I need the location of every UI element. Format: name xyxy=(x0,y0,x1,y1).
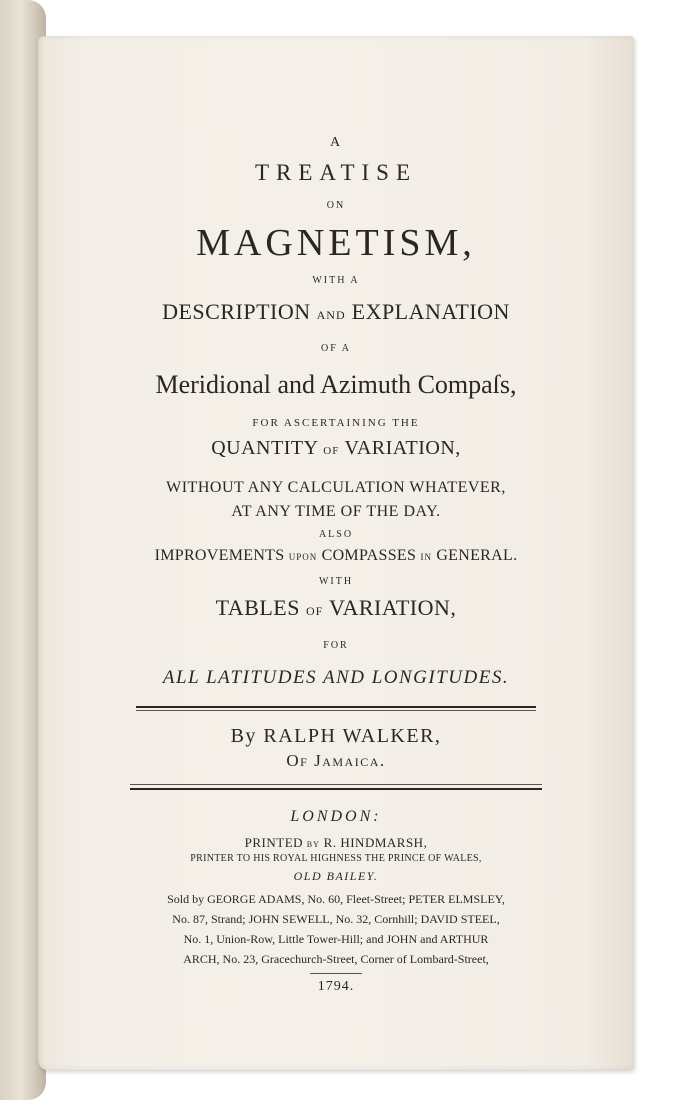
year-line: 1794. xyxy=(317,979,355,994)
with-line: WITH xyxy=(318,576,354,587)
rule-top xyxy=(136,706,536,708)
year-rule xyxy=(310,973,362,974)
article-a: A xyxy=(329,135,343,150)
improvements-in: IN xyxy=(420,552,433,562)
of-jamaica-line: Of Jamaica. xyxy=(286,751,386,770)
printed-line xyxy=(38,836,634,849)
sold-line-3: No. 1, Union-Row, Little Tower-Hill; and JOHN and ARTHUR xyxy=(183,932,489,946)
rule-top-thin xyxy=(136,710,536,711)
tables-line xyxy=(38,597,634,619)
rule-bottom xyxy=(130,784,542,785)
printer-royal-line: PRINTER TO HIS ROYAL HIGHNESS THE PRINCE OF WALES, xyxy=(190,853,482,864)
author-line: By RALPH WALKER, xyxy=(230,725,442,747)
quantity-of: OF xyxy=(323,445,340,457)
quantity-line xyxy=(38,438,634,458)
for-line: FOR xyxy=(323,640,349,651)
printed-by: BY xyxy=(306,840,320,849)
compasses-word: COMPASSES xyxy=(321,547,417,564)
tables-variation-word: VARIATION, xyxy=(328,595,457,620)
improvements-line xyxy=(38,548,634,564)
improvements-upon: UPON xyxy=(288,552,318,562)
printed-word: PRINTED xyxy=(244,835,304,850)
printer-name: R. HINDMARSH, xyxy=(323,835,428,850)
compass-line: Meridional and Azimuth Compaſs, xyxy=(155,370,517,399)
variation-word: VARIATION, xyxy=(344,437,461,459)
description-word: DESCRIPTION xyxy=(162,299,311,324)
quantity-word: QUANTITY xyxy=(211,437,318,459)
latitudes-line: ALL LATITUDES AND LONGITUDES. xyxy=(162,667,510,688)
tables-of: OF xyxy=(305,604,324,618)
word-magnetism: MAGNETISM, xyxy=(196,222,476,264)
sold-line-2: No. 87, Strand; JOHN SEWELL, No. 32, Cornhill; DAVID STEEL, xyxy=(172,912,500,926)
sold-line-1: Sold by GEORGE ADAMS, No. 60, Fleet-Street; PETER ELMSLEY, xyxy=(167,892,505,906)
without-line: WITHOUT ANY CALCULATION WHATEVER, xyxy=(166,479,506,496)
old-bailey-line: OLD BAILEY. xyxy=(293,869,379,883)
with-a: WITH A xyxy=(312,275,360,286)
of-a: OF A xyxy=(321,343,351,354)
any-time-line: AT ANY TIME OF THE DAY. xyxy=(231,503,441,520)
description-and: AND xyxy=(316,308,346,322)
word-treatise: TREATISE xyxy=(254,160,418,185)
explanation-word: EXPLANATION xyxy=(351,299,510,324)
title-page xyxy=(38,36,634,1070)
general-word: GENERAL. xyxy=(436,547,518,564)
london-line: LONDON: xyxy=(290,808,382,825)
rule-bottom-thick xyxy=(130,788,542,790)
description-line xyxy=(38,301,634,323)
sold-line-4: ARCH, No. 23, Gracechurch-Street, Corner of Lombard-Street, xyxy=(183,952,489,966)
ascertaining-line: FOR ASCERTAINING THE xyxy=(252,417,420,429)
improvements-word: IMPROVEMENTS xyxy=(154,547,285,564)
word-on: ON xyxy=(326,200,346,211)
also-line: ALSO xyxy=(318,529,354,540)
tables-word: TABLES xyxy=(215,595,300,620)
